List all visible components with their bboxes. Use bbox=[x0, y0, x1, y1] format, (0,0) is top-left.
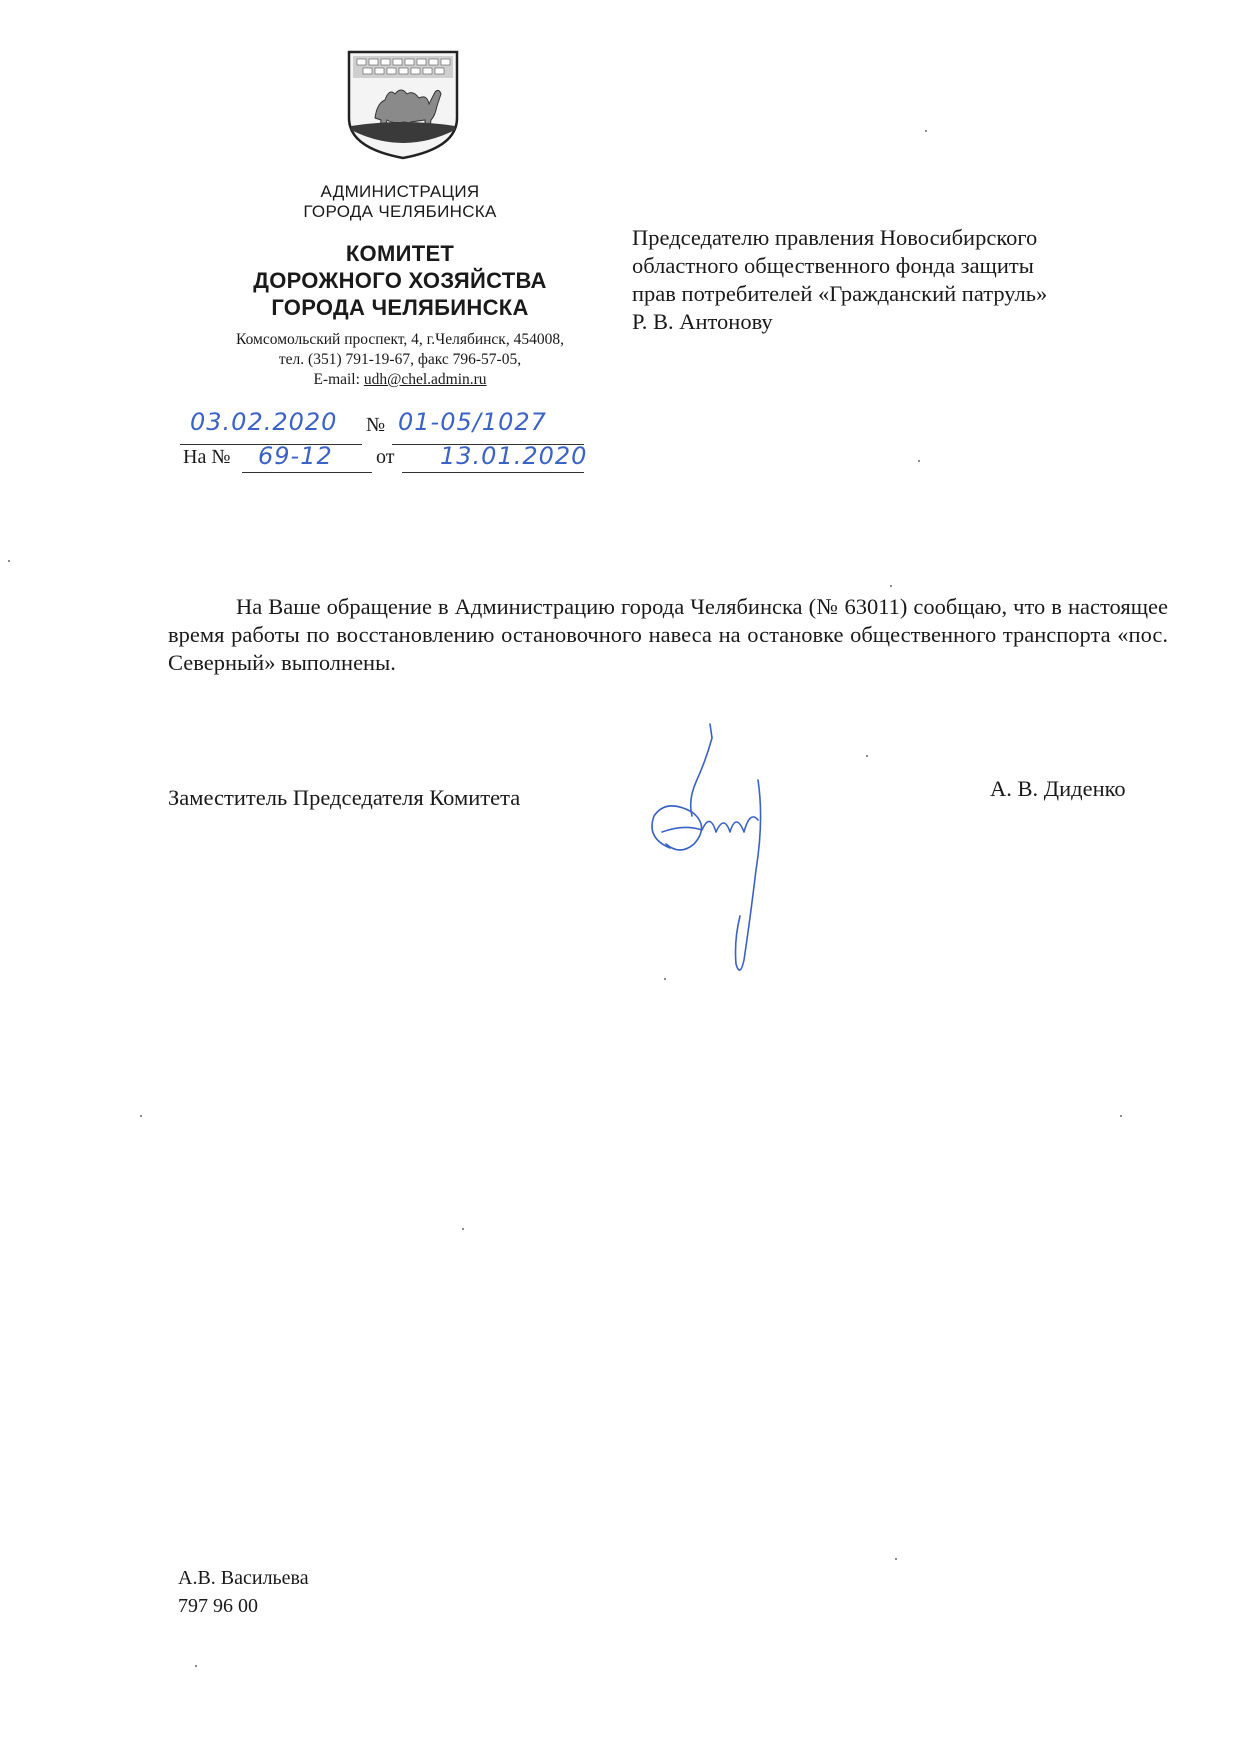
registration-block bbox=[180, 408, 650, 478]
org-name bbox=[250, 182, 550, 222]
ref-number-underline bbox=[242, 472, 372, 473]
scan-speck bbox=[195, 1665, 197, 1667]
org-line-1: АДМИНИСТРАЦИЯ bbox=[320, 182, 480, 201]
signer-position: Заместитель Председателя Комитета bbox=[168, 785, 521, 810]
scan-speck bbox=[1120, 1115, 1122, 1117]
committee-line-1: КОМИТЕТ bbox=[345, 241, 455, 266]
org-address: Комсомольский проспект, 4, г.Челябинск, 454008, bbox=[236, 331, 564, 348]
coat-of-arms-icon bbox=[345, 48, 461, 160]
addressee-line-3: прав потребителей «Гражданский патруль» bbox=[632, 281, 1048, 306]
executor-name: А.В. Васильева bbox=[178, 1567, 309, 1589]
ref-number: 69-12 bbox=[258, 442, 333, 470]
reg-date: 03.02.2020 bbox=[190, 408, 338, 436]
addressee-line-4: Р. В. Антонову bbox=[632, 309, 773, 334]
scan-speck bbox=[140, 1115, 142, 1117]
committee-line-3: ГОРОДА ЧЕЛЯБИНСКА bbox=[271, 295, 529, 320]
scan-speck bbox=[462, 1228, 464, 1230]
committee-line-2: ДОРОЖНОГО ХОЗЯЙСТВА bbox=[253, 268, 547, 293]
org-phone-fax: тел. (351) 791-19-67, факс 796-57-05, bbox=[278, 351, 522, 368]
executor-phone: 797 96 00 bbox=[178, 1595, 258, 1617]
org-email-line bbox=[180, 370, 620, 390]
reg-number: 01-05/1027 bbox=[398, 408, 547, 436]
scan-speck bbox=[8, 560, 10, 562]
signer-name: А. В. Диденко bbox=[990, 776, 1126, 801]
scan-speck bbox=[918, 460, 920, 462]
reg-number-sign: № bbox=[366, 414, 386, 436]
body-paragraph: На Ваше обращение в Администрацию города Челябинска (№ 63011) сообщаю, что в настоящее время работы по восстановлению остановочного навеса на остановке общественного транспорта «пос. Северный» выполнены. bbox=[168, 594, 1168, 675]
ref-date-underline bbox=[402, 472, 584, 473]
email-label: E-mail: bbox=[313, 371, 360, 388]
letter-body bbox=[168, 593, 1168, 677]
addressee-line-1: Председателю правления Новосибирского bbox=[632, 225, 1038, 250]
ref-date: 13.01.2020 bbox=[440, 442, 588, 470]
executor-info bbox=[178, 1564, 309, 1620]
scan-speck bbox=[925, 130, 927, 132]
committee-name bbox=[200, 240, 600, 321]
email-link[interactable]: udh@chel.admin.ru bbox=[363, 371, 487, 388]
handwritten-signature bbox=[640, 720, 810, 980]
scan-speck bbox=[895, 1558, 897, 1560]
scan-speck bbox=[890, 585, 892, 587]
addressee-line-2: областного общественного фонда защиты bbox=[632, 253, 1034, 278]
org-line-2: ГОРОДА ЧЕЛЯБИНСКА bbox=[303, 202, 497, 221]
addressee bbox=[632, 224, 1192, 336]
ref-prefix: На № bbox=[183, 446, 231, 468]
org-contacts bbox=[180, 330, 620, 390]
scan-speck bbox=[664, 978, 666, 980]
ref-from: от bbox=[376, 446, 395, 468]
scan-speck bbox=[866, 755, 868, 757]
